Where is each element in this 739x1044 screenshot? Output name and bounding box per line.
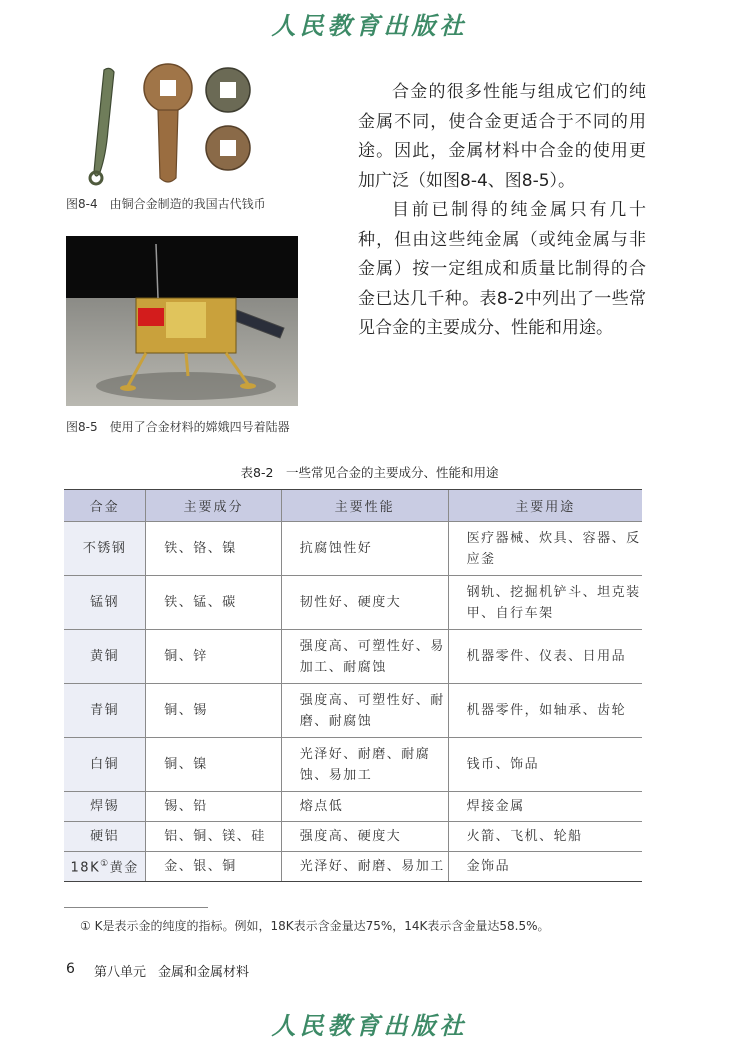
alloy-properties: 强度高、可塑性好、易加工、耐腐蚀 xyxy=(281,630,448,684)
alloy-table xyxy=(64,489,642,882)
alloy-name: 白铜 xyxy=(64,738,146,792)
lander-photo xyxy=(66,236,298,406)
alloy-composition: 铁、铬、镍 xyxy=(146,522,281,576)
table-row xyxy=(64,822,642,852)
alloy-composition: 铝、铜、镁、硅 xyxy=(146,822,281,852)
publisher-logo-top: 人民教育出版社 xyxy=(271,11,468,40)
page-number: 6 xyxy=(66,961,75,977)
table-row xyxy=(64,630,642,684)
footnote-mark: ① xyxy=(100,859,110,870)
body-text xyxy=(358,78,646,344)
alloy-name: 18K xyxy=(70,860,101,876)
alloy-properties: 光泽好、耐磨、易加工 xyxy=(281,852,448,882)
alloy-uses: 机器零件，如轴承、齿轮 xyxy=(448,684,642,738)
table-row xyxy=(64,852,642,882)
table-row xyxy=(64,738,642,792)
alloy-uses: 金饰品 xyxy=(448,852,642,882)
footnote: ① K是表示金的纯度的指标。例如，18K表示含金量达75%，14K表示含金量达58.5%。 xyxy=(80,919,550,933)
ancient-coins-figure xyxy=(86,60,256,190)
paragraph-1: 合金的很多性能与组成它们的纯金属不同，使合金更适合于不同的用途。因此，金属材料中合金的使用更加广泛（如图8-4、图8-5）。 xyxy=(358,82,646,191)
alloy-name-suffix: 黄金 xyxy=(109,860,139,876)
alloy-name: 焊锡 xyxy=(64,792,146,822)
alloy-composition: 铁、锰、碳 xyxy=(146,576,281,630)
table-title: 表8-2 一些常见合金的主要成分、性能和用途 xyxy=(240,465,499,480)
alloy-uses: 焊接金属 xyxy=(448,792,642,822)
table-row xyxy=(64,684,642,738)
figure-8-5-caption: 图8-5 使用了合金材料的嫦娥四号着陆器 xyxy=(66,420,290,434)
unit-title: 金属和金属材料 xyxy=(158,965,250,980)
table-row xyxy=(64,522,642,576)
alloy-name: 黄铜 xyxy=(64,630,146,684)
alloy-properties: 抗腐蚀性好 xyxy=(281,522,448,576)
alloy-uses: 机器零件、仪表、日用品 xyxy=(448,630,642,684)
alloy-composition: 锡、铅 xyxy=(146,792,281,822)
alloy-name-cell xyxy=(64,852,146,882)
header-alloy: 合金 xyxy=(64,490,146,522)
table-header-row xyxy=(64,490,642,522)
alloy-name: 青铜 xyxy=(64,684,146,738)
table-row xyxy=(64,576,642,630)
alloy-name: 锰钢 xyxy=(64,576,146,630)
unit-label xyxy=(94,961,261,980)
alloy-properties: 强度高、可塑性好、耐磨、耐腐蚀 xyxy=(281,684,448,738)
table-row xyxy=(64,792,642,822)
publisher-logo-bottom: 人民教育出版社 xyxy=(271,1011,468,1040)
alloy-uses: 钱币、饰品 xyxy=(448,738,642,792)
alloy-name: 不锈钢 xyxy=(64,522,146,576)
key-coin-blade xyxy=(158,110,178,182)
alloy-composition: 铜、镍 xyxy=(146,738,281,792)
alloy-uses: 钢轨、挖掘机铲斗、坦克装甲、自行车架 xyxy=(448,576,642,630)
alloy-uses: 火箭、飞机、轮船 xyxy=(448,822,642,852)
alloy-properties: 光泽好、耐磨、耐腐蚀、易加工 xyxy=(281,738,448,792)
figure-8-4-caption: 图8-4 由铜合金制造的我国古代钱币 xyxy=(66,197,266,211)
knife-coin xyxy=(94,68,114,176)
unit-number: 第八单元 xyxy=(94,965,147,980)
alloy-composition: 铜、锌 xyxy=(146,630,281,684)
header-composition: 主要成分 xyxy=(146,490,281,522)
alloy-name: 硬铝 xyxy=(64,822,146,852)
header-properties: 主要性能 xyxy=(281,490,448,522)
alloy-properties: 熔点低 xyxy=(281,792,448,822)
alloy-properties: 韧性好、硬度大 xyxy=(281,576,448,630)
paragraph-2: 目前已制得的纯金属只有几十种，但由这些纯金属（或纯金属与非金属）按一定组成和质量比制得的合金已达几千种。表8-2中列出了一些常见合金的主要成分、性能和用途。 xyxy=(358,200,646,338)
header-uses: 主要用途 xyxy=(448,490,642,522)
alloy-composition: 铜、锡 xyxy=(146,684,281,738)
footnote-divider xyxy=(64,907,208,908)
alloy-properties: 强度高、硬度大 xyxy=(281,822,448,852)
alloy-uses: 医疗器械、炊具、容器、反应釜 xyxy=(448,522,642,576)
alloy-composition: 金、银、铜 xyxy=(146,852,281,882)
